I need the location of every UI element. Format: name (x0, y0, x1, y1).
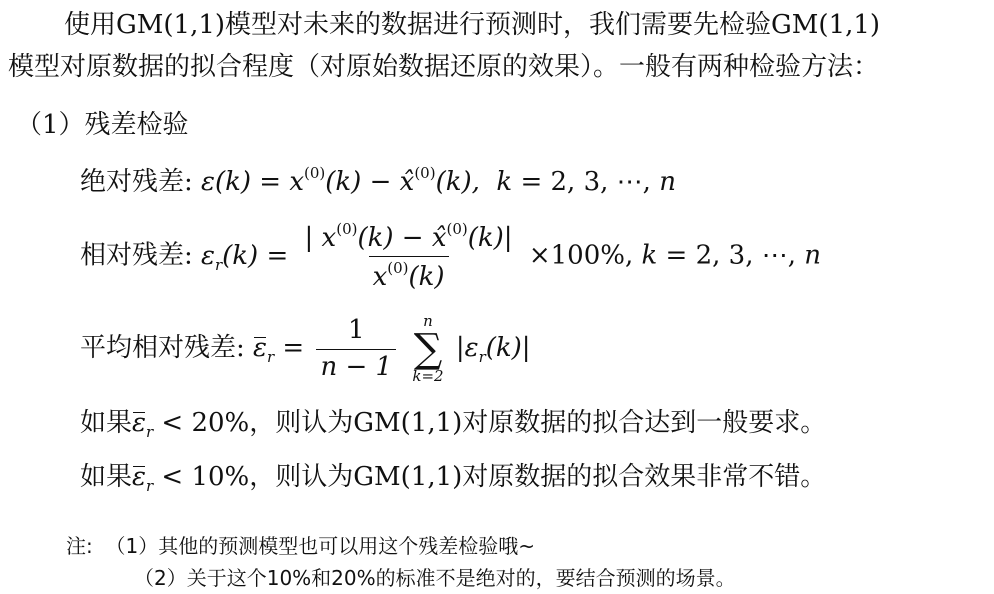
criterion-10: 如果$\varepsilon_r < 10\%$，则认为GM(1,1)对原数据的拟合效果非常不错。 (80, 462, 827, 495)
percent-multiplier: ×100%, (528, 240, 634, 271)
criterion-20: 如果$\varepsilon_r < 20\%$，则认为GM(1,1)对原数据的拟合达到一般要求。 (80, 408, 827, 441)
absolute-residual-expression: $\varepsilon(k) = x^{(0)}(k)$ − x̂$^{(0)}$(k), k = (201, 164, 543, 197)
k-range: 2, 3, ⋯, (550, 167, 651, 197)
relative-residual-formula: 相对残差: $\varepsilon_r(k)$ = $\frac{| x^{(0)}(k) - x̂^{(0)}(k)|}{x^{(0)}(k)}$ ×100%, k = 2, 3, ⋯, n (80, 220, 822, 293)
note-label: 注: (66, 534, 93, 558)
mean-residual-label: 平均相对残差: (80, 333, 245, 363)
note-1: 注: （1）其他的预测模型也可以用这个残差检验哦~ (66, 534, 535, 558)
absolute-residual-formula: 绝对残差: $\varepsilon(k) = x^{(0)}(k)$ − x̂$^{(0)}$(k), k = 2, 3, ⋯, n (80, 164, 676, 197)
intro-line-2: 模型对原数据的拟合程度（对原始数据还原的效果）。一般有两种检验方法： (8, 52, 880, 82)
relative-residual-label: 相对残差: (80, 240, 193, 271)
mean-relative-residual-formula: 平均相对残差: $\varepsilon_r$ = $\frac{1}{n - 1}$ n ∑ k=2 $|\varepsilon_r(k)|$ (80, 312, 531, 385)
intro-line-1: 使用GM(1,1)模型对未来的数据进行预测时，我们需要先检验GM(1,1) (64, 10, 881, 40)
relative-residual-fraction: $\frac{| x^{(0)}(k) - x̂^{(0)}(k)|}{x^{(0)}(k)}$ (304, 220, 513, 293)
note-2: （2）关于这个10%和20%的标准不是绝对的，要结合预测的场景。 (134, 566, 736, 590)
absolute-residual-label: 绝对残差: (80, 167, 193, 197)
section-heading: （1）残差检验 (16, 110, 189, 140)
mean-fraction: $\frac{1}{n - 1}$ (316, 315, 396, 382)
summation-sign: n ∑ k=2 (412, 312, 444, 385)
